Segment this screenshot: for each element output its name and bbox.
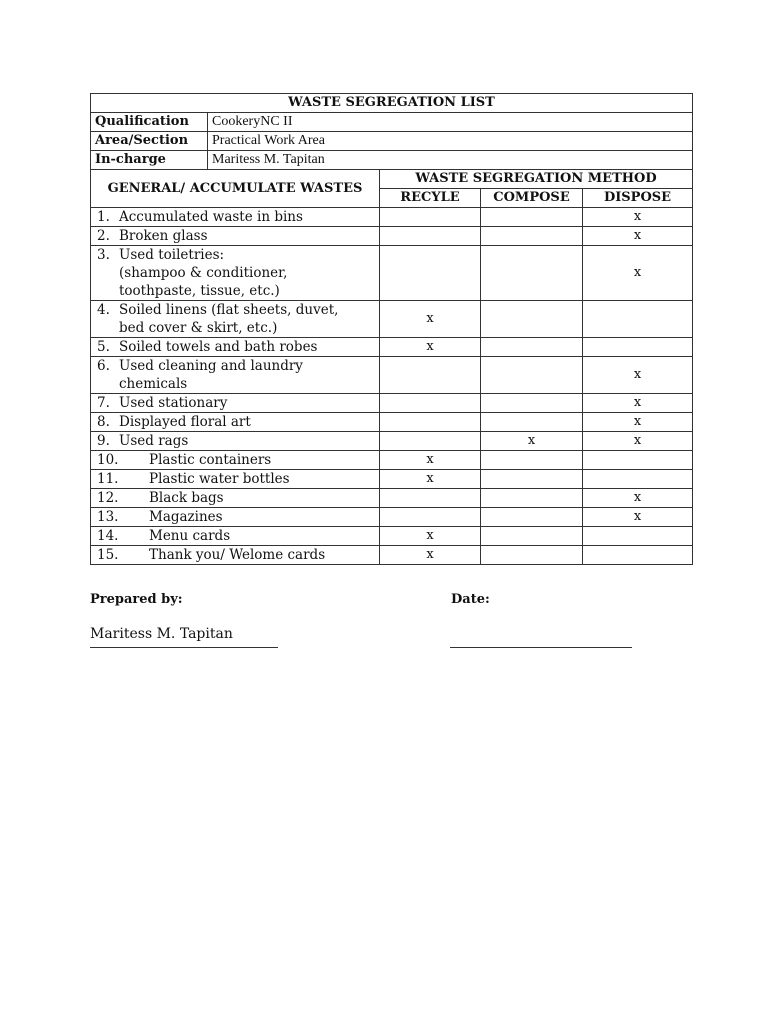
item-number: 1. <box>97 209 110 225</box>
item-description <box>149 508 375 526</box>
waste-item <box>91 546 380 565</box>
qualification-value: CookeryNC II <box>208 113 693 132</box>
area-value: Practical Work Area <box>208 132 693 151</box>
item-description <box>119 208 375 226</box>
item-description-line: Used stationary <box>119 395 228 411</box>
waste-item <box>91 489 380 508</box>
item-number: 5. <box>97 339 110 355</box>
dispose-mark: x <box>583 489 693 508</box>
item-description-line: toothpaste, tissue, etc.) <box>119 283 280 299</box>
item-description-line: Soiled linens (flat sheets, duvet, <box>119 302 339 318</box>
area-label: Area/Section <box>91 132 208 151</box>
general-wastes-header: GENERAL/ ACCUMULATE WASTES <box>91 170 380 208</box>
item-description-line: Used cleaning and laundry <box>119 358 303 374</box>
dispose-header: DISPOSE <box>583 189 693 208</box>
table-row <box>91 508 693 527</box>
recycle-mark <box>380 394 481 413</box>
item-description-line: Magazines <box>149 509 223 525</box>
item-description-line: Thank you/ Welome cards <box>149 547 326 563</box>
recycle-mark <box>380 227 481 246</box>
item-number: 15. <box>97 547 119 563</box>
recycle-mark: x <box>380 338 481 357</box>
item-description-line: Soiled towels and bath robes <box>119 339 318 355</box>
table-row <box>91 489 693 508</box>
dispose-mark: x <box>583 246 693 301</box>
date-label: Date: <box>451 592 490 607</box>
compose-header: COMPOSE <box>481 189 583 208</box>
incharge-label: In-charge <box>91 151 208 170</box>
compose-mark <box>481 508 583 527</box>
waste-item <box>91 227 380 246</box>
waste-item <box>91 527 380 546</box>
item-description <box>119 394 375 412</box>
recycle-header: RECYLE <box>380 189 481 208</box>
incharge-value: Maritess M. Tapitan <box>208 151 693 170</box>
table-row <box>91 301 693 338</box>
item-description-line: Displayed floral art <box>119 414 251 430</box>
waste-item <box>91 246 380 301</box>
item-description <box>119 413 375 431</box>
table-row <box>91 432 693 451</box>
waste-table <box>90 93 693 565</box>
item-description-line: Used toiletries: <box>119 247 225 263</box>
waste-item <box>91 432 380 451</box>
table-title: WASTE SEGREGATION LIST <box>91 94 693 113</box>
item-description <box>149 451 375 469</box>
item-description <box>119 357 375 393</box>
compose-mark <box>481 470 583 489</box>
item-description-line: bed cover & skirt, etc.) <box>119 320 278 336</box>
dispose-mark: x <box>583 208 693 227</box>
recycle-mark: x <box>380 301 481 338</box>
dispose-mark <box>583 451 693 470</box>
recycle-mark <box>380 432 481 451</box>
table-row <box>91 357 693 394</box>
waste-item <box>91 357 380 394</box>
dispose-mark: x <box>583 508 693 527</box>
item-description <box>149 527 375 545</box>
qualification-label: Qualification <box>91 113 208 132</box>
compose-mark <box>481 227 583 246</box>
recycle-mark: x <box>380 527 481 546</box>
date-signature-line <box>450 647 632 648</box>
table-row <box>91 470 693 489</box>
item-description-line: chemicals <box>119 376 188 392</box>
segregation-method-header: WASTE SEGREGATION METHOD <box>380 170 693 189</box>
item-description-line: Accumulated waste in bins <box>119 209 303 225</box>
table-row <box>91 208 693 227</box>
waste-item <box>91 208 380 227</box>
item-description-line: Used rags <box>119 433 189 449</box>
waste-item <box>91 451 380 470</box>
table-row <box>91 227 693 246</box>
item-number: 4. <box>97 302 110 318</box>
item-number: 6. <box>97 358 110 374</box>
table-row <box>91 394 693 413</box>
item-number: 8. <box>97 414 110 430</box>
item-description-line: Menu cards <box>149 528 231 544</box>
prepared-by-label: Prepared by: <box>90 592 183 607</box>
recycle-mark <box>380 489 481 508</box>
item-description <box>149 470 375 488</box>
item-number: 9. <box>97 433 110 449</box>
recycle-mark <box>380 208 481 227</box>
waste-item <box>91 394 380 413</box>
table-row <box>91 546 693 565</box>
dispose-mark <box>583 527 693 546</box>
recycle-mark <box>380 508 481 527</box>
dispose-mark <box>583 338 693 357</box>
compose-mark <box>481 546 583 565</box>
dispose-mark: x <box>583 413 693 432</box>
dispose-mark: x <box>583 227 693 246</box>
item-description <box>119 246 375 300</box>
item-description <box>119 338 375 356</box>
prepared-by-name: Maritess M. Tapitan <box>90 626 233 642</box>
dispose-mark: x <box>583 357 693 394</box>
table-row <box>91 413 693 432</box>
dispose-mark <box>583 470 693 489</box>
waste-item <box>91 413 380 432</box>
compose-mark <box>481 338 583 357</box>
compose-mark <box>481 301 583 338</box>
item-number: 2. <box>97 228 110 244</box>
prepared-by-signature-line <box>90 647 278 648</box>
item-number: 14. <box>97 528 119 544</box>
item-description <box>149 489 375 507</box>
dispose-mark: x <box>583 394 693 413</box>
waste-item <box>91 508 380 527</box>
compose-mark <box>481 246 583 301</box>
item-number: 12. <box>97 490 119 506</box>
dispose-mark <box>583 301 693 338</box>
item-number: 3. <box>97 247 110 263</box>
table-row <box>91 527 693 546</box>
table-row <box>91 338 693 357</box>
table-row <box>91 246 693 301</box>
recycle-mark: x <box>380 451 481 470</box>
compose-mark <box>481 451 583 470</box>
item-number: 10. <box>97 452 119 468</box>
item-description-line: Plastic water bottles <box>149 471 290 487</box>
table-row <box>91 451 693 470</box>
compose-mark <box>481 413 583 432</box>
compose-mark <box>481 357 583 394</box>
item-number: 11. <box>97 471 119 487</box>
recycle-mark <box>380 246 481 301</box>
item-number: 7. <box>97 395 110 411</box>
item-description <box>119 432 375 450</box>
item-description-line: Broken glass <box>119 228 208 244</box>
item-description <box>119 227 375 245</box>
waste-item <box>91 301 380 338</box>
dispose-mark <box>583 546 693 565</box>
dispose-mark: x <box>583 432 693 451</box>
compose-mark <box>481 208 583 227</box>
compose-mark <box>481 489 583 508</box>
waste-segregation-sheet <box>90 93 692 565</box>
item-description <box>119 301 375 337</box>
waste-item <box>91 470 380 489</box>
compose-mark <box>481 527 583 546</box>
recycle-mark <box>380 413 481 432</box>
compose-mark <box>481 394 583 413</box>
item-description-line: (shampoo & conditioner, <box>119 265 288 281</box>
recycle-mark <box>380 357 481 394</box>
item-number: 13. <box>97 509 119 525</box>
recycle-mark: x <box>380 546 481 565</box>
waste-item <box>91 338 380 357</box>
recycle-mark: x <box>380 470 481 489</box>
compose-mark: x <box>481 432 583 451</box>
item-description-line: Plastic containers <box>149 452 272 468</box>
item-description <box>149 546 375 564</box>
item-description-line: Black bags <box>149 490 224 506</box>
